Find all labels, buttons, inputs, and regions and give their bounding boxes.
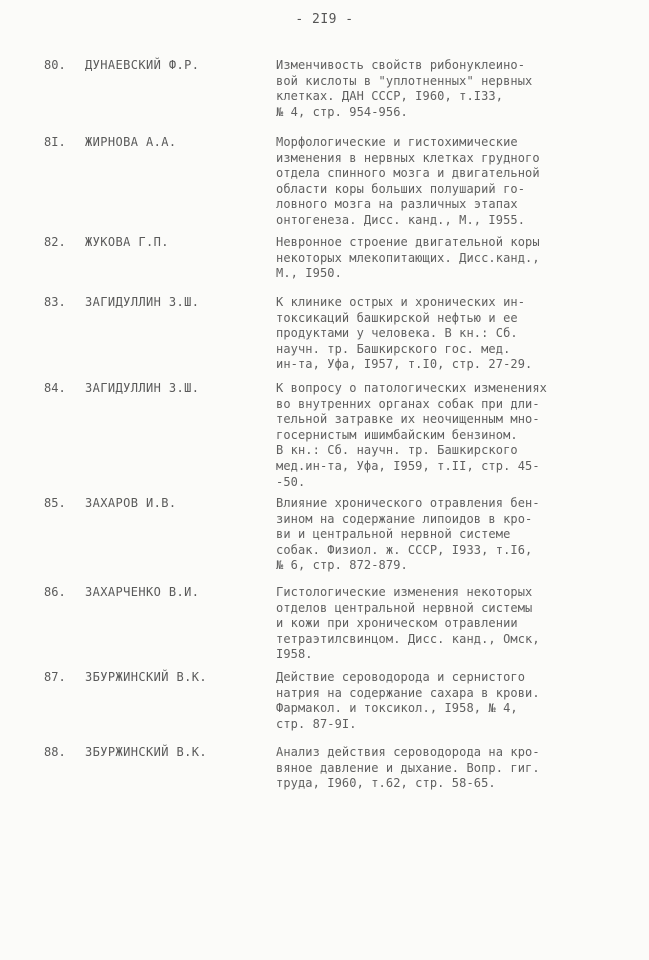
reference-line: собак. Физиол. ж. СССР, I933, т.I6, — [276, 542, 533, 557]
entry-author: ЖУКОВА Г.П. — [85, 235, 169, 249]
entry-number: 87. — [44, 670, 66, 684]
entry-reference — [276, 496, 616, 574]
reference-line: К вопросу о патологических изменениях — [276, 381, 548, 395]
entry-number: 82. — [44, 235, 66, 249]
reference-line: -50. — [276, 474, 306, 489]
reference-line: отдела спинного мозга и двигательной — [276, 166, 540, 181]
reference-line: госернистым ишимбайским бензином. — [276, 427, 518, 442]
reference-line: во внутренних органах собак при дли- — [276, 396, 540, 411]
reference-line: труда, I960, т.62, стр. 58-65. — [276, 776, 496, 791]
entry-author: ЗАГИДУЛЛИН З.Ш. — [85, 381, 200, 395]
reference-line: токсикаций башкирской нефтью и ее — [276, 310, 518, 325]
reference-line: № 4, стр. 954-956. — [276, 104, 408, 119]
entry-reference — [276, 295, 616, 373]
reference-line: № 6, стр. 872-879. — [276, 558, 408, 573]
reference-line: мед.ин-та, Уфа, I959, т.II, стр. 45- — [276, 458, 540, 473]
reference-line: Действие сероводорода и сернистого — [276, 670, 526, 684]
reference-line: области коры больших полушарий го- — [276, 181, 526, 196]
reference-line: тетраэтилсвинцом. Дисс. канд., Омск, — [276, 631, 540, 646]
reference-line: тельной затравке их неочищенным мно- — [276, 412, 540, 427]
reference-line: Гистологические изменения некоторых — [276, 585, 533, 599]
reference-line: ловного мозга на различных этапах — [276, 197, 518, 212]
reference-line: онтогенеза. Дисс. канд., М., I955. — [276, 212, 526, 227]
reference-line: зином на содержание липоидов в кро- — [276, 511, 533, 526]
reference-line: стр. 87-9I. — [276, 716, 357, 731]
reference-line: Анализ действия сероводорода на кро- — [276, 745, 540, 759]
reference-line: некоторых млекопитающих. Дисс.канд., — [276, 250, 540, 265]
entry-number: 85. — [44, 496, 66, 510]
reference-line: Влияние хронического отравления бен- — [276, 496, 540, 510]
entry-reference — [276, 585, 616, 663]
reference-line: вяное давление и дыхание. Вопр. гиг. — [276, 760, 540, 775]
entry-reference — [276, 58, 616, 120]
reference-line: продуктами у человека. В кн.: Сб. — [276, 326, 518, 341]
reference-line: ин-та, Уфа, I957, т.I0, стр. 27-29. — [276, 357, 533, 372]
reference-line: Невронное строение двигательной коры — [276, 235, 540, 249]
entry-author: ЗАГИДУЛЛИН З.Ш. — [85, 295, 200, 309]
entry-reference — [276, 745, 616, 792]
reference-line: и кожи при хроническом отравлении — [276, 616, 518, 631]
reference-line: Изменчивость свойств рибонуклеино- — [276, 58, 526, 72]
reference-line: ви и центральной нервной системе — [276, 527, 511, 542]
reference-line: Фармакол. и токсикол., I958, № 4, — [276, 701, 518, 716]
reference-line: клетках. ДАН СССР, I960, т.I33, — [276, 89, 504, 104]
reference-line: Морфологические и гистохимические — [276, 135, 518, 149]
entry-reference — [276, 235, 616, 282]
reference-line: М., I950. — [276, 266, 342, 281]
entry-number: 83. — [44, 295, 66, 309]
entry-author: ДУНАЕВСКИЙ Ф.Р. — [85, 58, 200, 72]
reference-line: отделов центральной нервной системы — [276, 600, 533, 615]
entry-reference — [276, 670, 616, 732]
reference-line: вой кислоты в "уплотненных" нервных — [276, 73, 533, 88]
entry-number: 86. — [44, 585, 66, 599]
entry-author: ЗБУРЖИНСКИЙ В.К. — [85, 670, 207, 684]
entry-reference — [276, 135, 616, 229]
entry-number: 80. — [44, 58, 66, 72]
entry-author: ЗАХАРЧЕНКО В.И. — [85, 585, 200, 599]
entry-author: ЗБУРЖИНСКИЙ В.К. — [85, 745, 207, 759]
entry-author: ЗАХАРОВ И.В. — [85, 496, 177, 510]
entry-author: ЖИРНОВА А.А. — [85, 135, 177, 149]
reference-line: К клинике острых и хронических ин- — [276, 295, 526, 309]
entry-number: 84. — [44, 381, 66, 395]
reference-line: научн. тр. Башкирского гос. мед. — [276, 341, 511, 356]
entry-reference — [276, 381, 616, 490]
reference-line: изменения в нервных клетках грудного — [276, 150, 540, 165]
reference-line: I958. — [276, 647, 313, 662]
page-number: - 2I9 - — [295, 12, 354, 27]
entry-number: 8I. — [44, 135, 66, 149]
reference-line: натрия на содержание сахара в крови. — [276, 685, 540, 700]
reference-line: В кн.: Сб. научн. тр. Башкирского — [276, 443, 518, 458]
entry-number: 88. — [44, 745, 66, 759]
